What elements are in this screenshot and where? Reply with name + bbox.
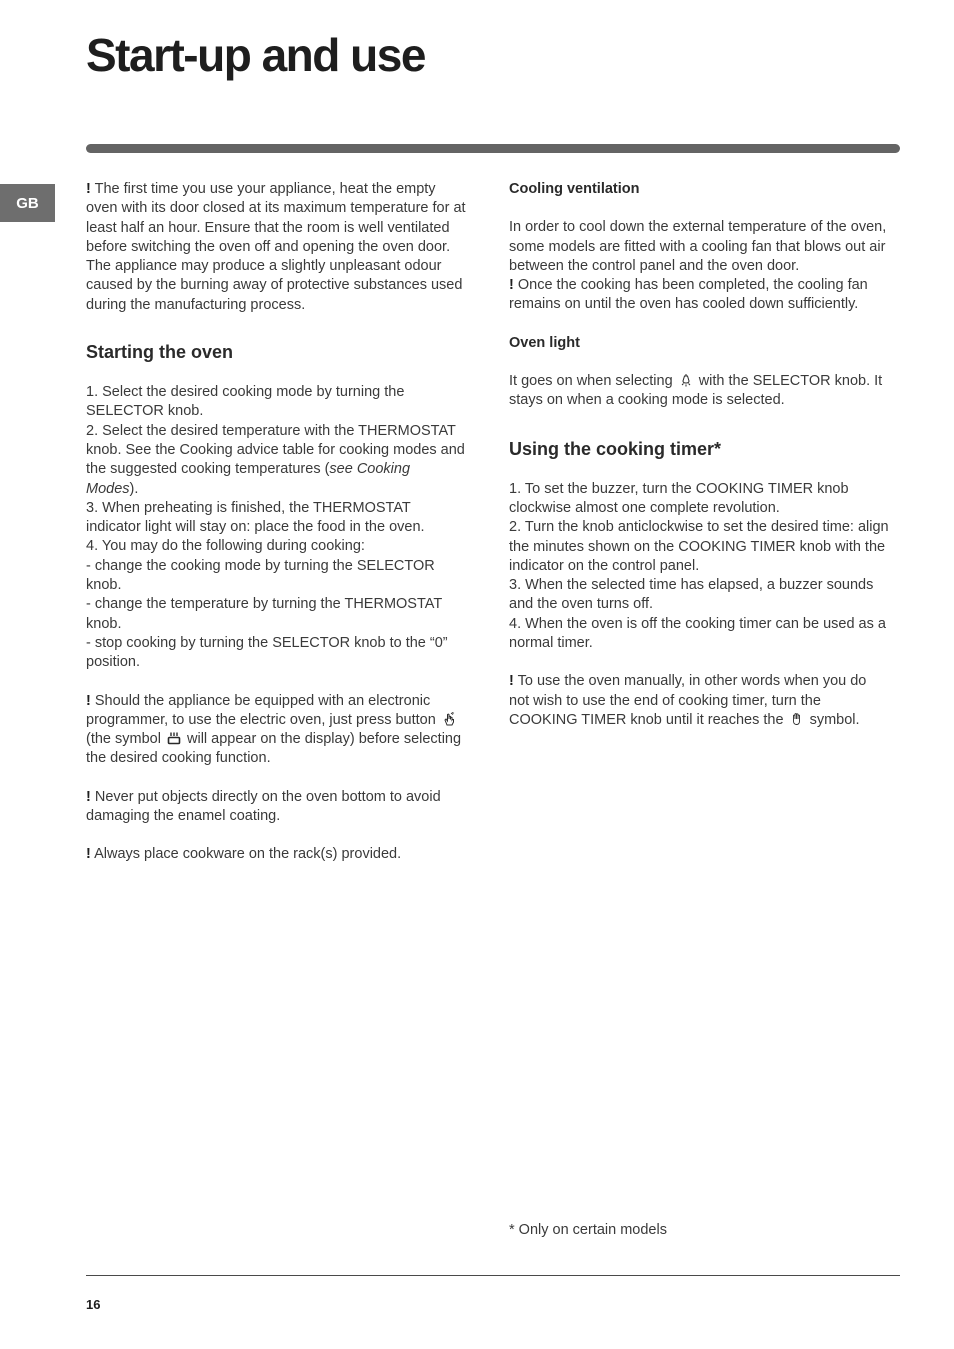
- footer-divider: [86, 1275, 900, 1276]
- timer-step-1: 1. To set the buzzer, turn the COOKING TIMER knob clockwise almost one complete revolution.: [509, 480, 849, 516]
- timer-step-3: 3. When the selected time has elapsed, a buzzer sounds and the oven turns off.: [509, 577, 874, 613]
- oven-light-text-end: with the SELECTOR knob. It stays on when a cooking mode is selected.: [509, 373, 883, 409]
- rack-note: [86, 845, 466, 864]
- oven-light-heading: Oven light: [509, 334, 580, 351]
- warning-mark: !: [509, 673, 514, 690]
- intro-text: The first time you use your appliance, heat the empty oven with its door closed at its maximum temperature for at least half an hour. Ensure that the room is well ventilated before switching the oven off and opening the oven door. The appliance may produce a slightly unpleasant odour caused by the burning away of protective substances used during the manufacturing process.: [86, 181, 466, 313]
- oven-light-text-start: It goes on when selecting: [509, 373, 673, 390]
- footnote: * Only on certain models: [509, 1222, 667, 1238]
- cooling-text: In order to cool down the external temperature of the oven, some models are fitted with a cooling fan that blows out air between the control panel and the oven door.: [509, 219, 887, 274]
- cooking-timer-heading: Using the cooking timer*: [509, 438, 722, 459]
- rack-note-text: Always place cookware on the rack(s) provided.: [94, 846, 402, 863]
- manual-note-text: To use the oven manually, in other words when you do not wish to use the end of cooking timer, turn the COOKING TIMER knob until it reaches the: [509, 673, 867, 728]
- programmer-note-end: will appear on the display) before selecting the desired cooking function.: [86, 731, 462, 767]
- bottom-note-text: Never put objects directly on the oven bottom to avoid damaging the enamel coating.: [86, 788, 441, 825]
- warning-mark: !: [86, 788, 91, 805]
- oven-light-text: [509, 372, 889, 411]
- cooking-pot-icon: [167, 731, 181, 745]
- step-2: [86, 422, 466, 499]
- warning-mark: !: [86, 181, 91, 197]
- timer-step-4: 4. When the oven is off the cooking timer can be used as a normal timer.: [509, 615, 886, 652]
- programmer-note: [86, 692, 466, 769]
- page-number: 16: [86, 1297, 101, 1312]
- timer-step-2: 2. Turn the knob anticlockwise to set the desired time: align the minutes shown on the COOKING TIMER knob with the indicator on the control panel.: [509, 519, 889, 574]
- starting-steps-list: [86, 383, 466, 672]
- warning-mark: !: [86, 692, 91, 709]
- cooling-note-text: Once the cooking has been completed, the cooling fan remains on until the oven has cooled down sufficiently.: [509, 277, 868, 313]
- warning-mark: !: [509, 277, 514, 294]
- language-tab: GB: [0, 184, 55, 222]
- hand-icon: [790, 712, 804, 726]
- programmer-note-symbol-text: (the symbol: [86, 731, 161, 748]
- page-title: Start-up and use: [86, 29, 425, 81]
- step-4-option-mode: - change the cooking mode by turning the SELECTOR knob.: [86, 557, 435, 594]
- timer-steps-list: [509, 480, 889, 654]
- cross-reference: see Cooking Modes: [86, 461, 411, 497]
- manual-note: [509, 672, 889, 730]
- left-column: [86, 180, 466, 884]
- step-4-option-temperature: - change the temperature by turning the THERMOSTAT knob.: [86, 596, 442, 632]
- cooling-ventilation-heading: Cooling ventilation: [509, 181, 640, 197]
- hand-press-icon: [442, 712, 456, 726]
- cooling-note: [509, 276, 889, 315]
- title-divider-bar: [86, 144, 900, 153]
- lamp-icon: [679, 373, 693, 387]
- step-1: 1. Select the desired cooking mode by turning the SELECTOR knob.: [86, 384, 405, 420]
- warning-mark: !: [86, 846, 91, 863]
- step-2-text: 2. Select the desired temperature with the THERMOSTAT knob. See the Cooking advice table for cooking modes and the suggested cooking temperatures (: [86, 422, 465, 478]
- intro-paragraph: [86, 180, 466, 315]
- right-column: [509, 180, 889, 749]
- step-4: 4. You may do the following during cooking:: [86, 538, 365, 555]
- programmer-note-text: Should the appliance be equipped with an electronic programmer, to use the electric oven, just press button: [86, 692, 436, 728]
- step-4-option-stop: - stop cooking by turning the SELECTOR knob to the “0” position.: [86, 634, 448, 671]
- manual-note-end: symbol.: [809, 711, 860, 728]
- step-3: 3. When preheating is finished, the THERMOSTAT indicator light will stay on: place the food in the oven.: [86, 499, 425, 536]
- starting-oven-heading: Starting the oven: [86, 342, 234, 363]
- step-2-end: ).: [129, 480, 139, 497]
- bottom-note: [86, 788, 466, 827]
